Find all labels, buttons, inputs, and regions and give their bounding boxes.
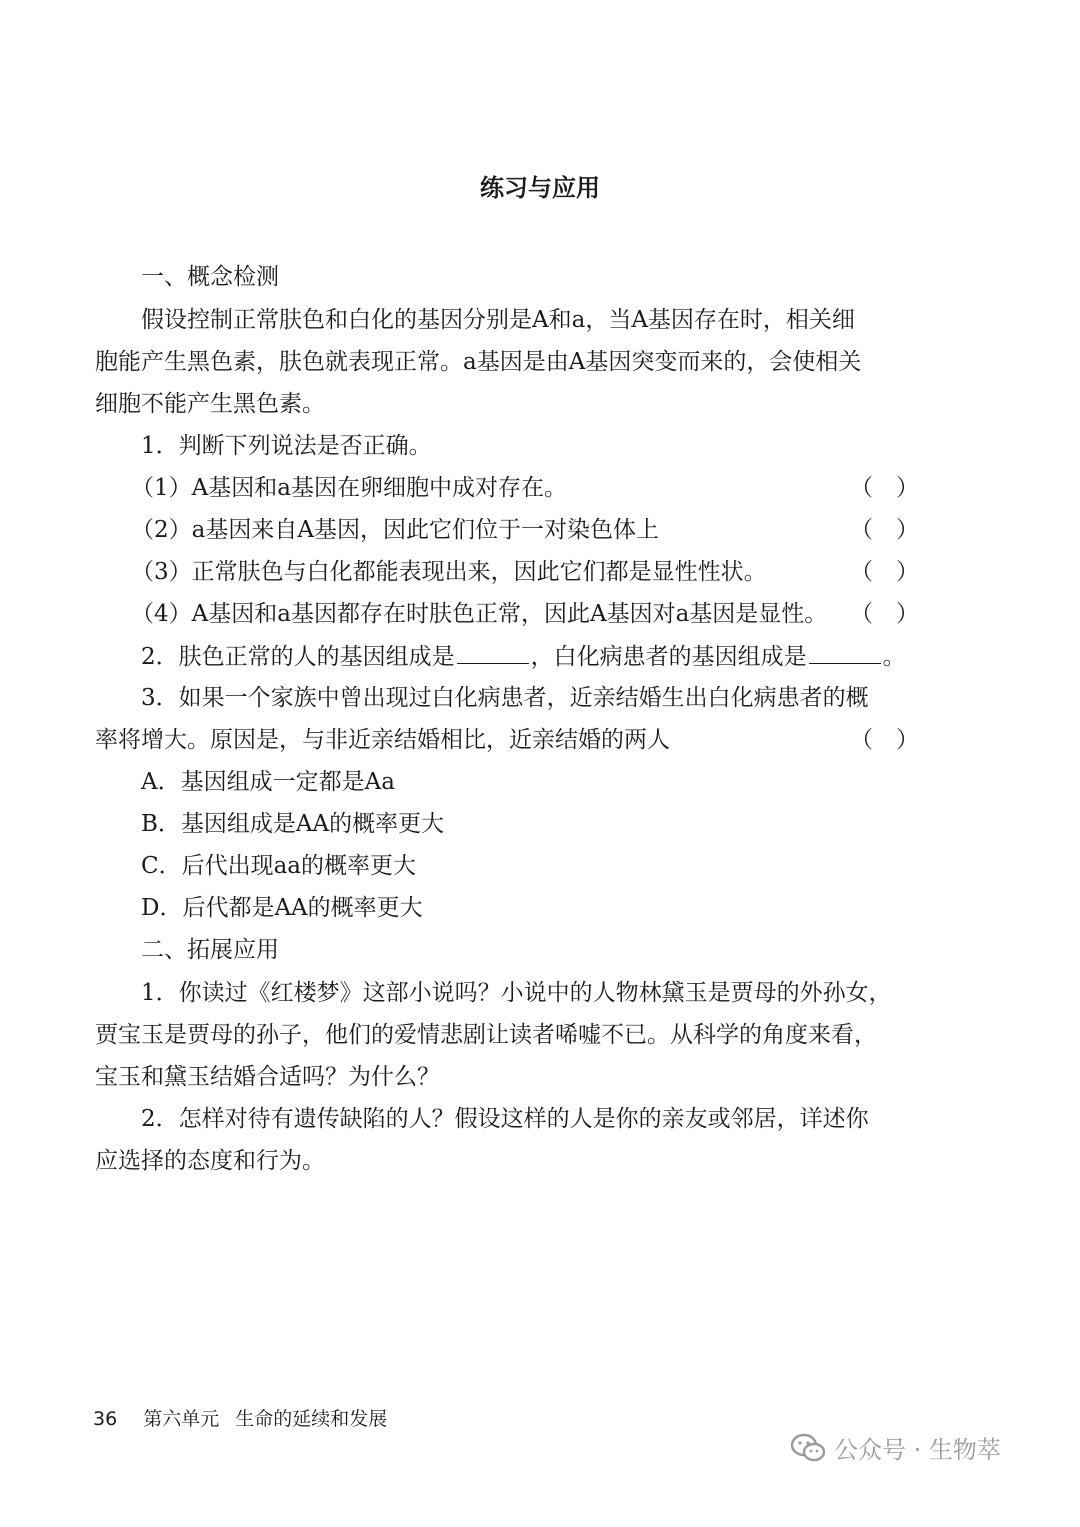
extended-q1-line-1: 1．你读过《红楼梦》这部小说吗？小说中的人物林黛玉是贾母的外孙女， xyxy=(141,980,892,1006)
wechat-icon xyxy=(790,1433,826,1463)
question-1-stem: 1．判断下列说法是否正确。 xyxy=(141,433,432,459)
option-c: C．后代出现aa的概率更大 xyxy=(141,853,417,879)
intro-line-2: 胞能产生黑色素，肤色就表现正常。a基因是由A基因突变而来的，会使相关 xyxy=(95,349,862,375)
question-3-line-2: 率将增大。原因是，与非近亲结婚相比，近亲结婚的两人 xyxy=(95,727,670,753)
question-1-item-4: （4）A基因和a基因都存在时肤色正常，因此A基因对a基因是显性。 xyxy=(131,601,828,627)
fill-blank-2 xyxy=(809,641,881,664)
page-number: 36 xyxy=(93,1408,118,1430)
question-1-item-1: （1）A基因和a基因在卵细胞中成对存在。 xyxy=(131,475,567,501)
section-heading-extended-application: 二、拓展应用 xyxy=(141,937,279,963)
option-a: A．基因组成一定都是Aa xyxy=(141,769,395,795)
wechat-watermark xyxy=(790,1430,1001,1465)
answer-paren-q3: （ ） xyxy=(850,727,919,753)
unit-label: 第六单元 xyxy=(143,1408,220,1430)
question-1-item-3: （3）正常肤色与白化都能表现出来，因此它们都是显性性状。 xyxy=(131,559,767,585)
extended-q1-line-2: 贾宝玉是贾母的孙子，他们的爱情悲剧让读者唏嘘不已。从科学的角度来看， xyxy=(95,1022,877,1048)
unit-title: 生命的延续和发展 xyxy=(235,1408,388,1430)
option-d: D．后代都是AA的概率更大 xyxy=(141,895,423,921)
extended-q1-line-3: 宝玉和黛玉结婚合适吗？为什么？ xyxy=(95,1064,440,1090)
question-2 xyxy=(141,641,906,672)
question-1-item-2: （2）a基因来自A基因，因此它们位于一对染色体上 xyxy=(131,517,659,543)
question-2-part-3: 。 xyxy=(882,644,906,670)
question-2-part-2: ，白化病患者的基因组成是 xyxy=(530,644,807,670)
intro-line-3: 细胞不能产生黑色素。 xyxy=(95,391,325,417)
extended-q2-line-2: 应选择的态度和行为。 xyxy=(95,1148,325,1174)
question-2-part-1: 2．肤色正常的人的基因组成是 xyxy=(141,644,455,670)
question-3-line-1: 3．如果一个家族中曾出现过白化病患者，近亲结婚生出白化病患者的概 xyxy=(141,685,869,711)
answer-paren-3: （ ） xyxy=(850,559,919,585)
option-b: B．基因组成是AA的概率更大 xyxy=(141,811,445,837)
extended-q2-line-1: 2．怎样对待有遗传缺陷的人？假设这样的人是你的亲友或邻居，详述你 xyxy=(141,1106,869,1132)
answer-paren-1: （ ） xyxy=(850,475,919,501)
answer-paren-4: （ ） xyxy=(850,601,919,627)
intro-line-1: 假设控制正常肤色和白化的基因分别是A和a，当A基因存在时，相关细 xyxy=(141,307,855,333)
answer-paren-2: （ ） xyxy=(850,517,919,543)
watermark-text: 公众号 · 生物萃 xyxy=(834,1436,1001,1464)
section-heading-concept-check: 一、概念检测 xyxy=(141,264,279,290)
page-footer xyxy=(93,1404,387,1431)
fill-blank-1 xyxy=(457,641,529,664)
page-title: 练习与应用 xyxy=(480,174,600,202)
